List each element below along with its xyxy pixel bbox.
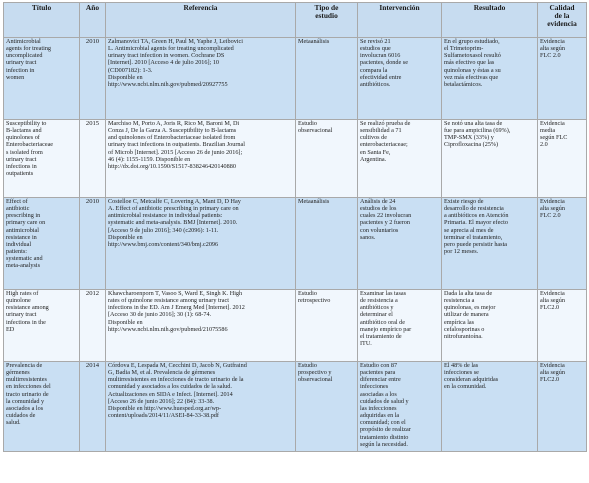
- cell-tipo-estudio: Metaanálisis: [296, 38, 358, 120]
- cell-resultado: Se notó una alta tasa de fue para ampicilina (69%), TMP-SMX (33%) y Ciprofloxacina (25%): [442, 120, 538, 198]
- table-body: [4, 38, 587, 452]
- cell-tipo-estudio: Estudio retrospectivo: [296, 290, 358, 362]
- cell-referencia: Khawcharoenporn T, Vasoo S, Ward E, Singh K. High rates of quinolone resistance among urinary tract infections in the ED. Am J Emerg Med [Internet]. 2012 [Acceso 30 de junio 2016]; 30 (1): 68-74. Disponible en http://www.ncbi.nlm.nih.gov/pubmed/21075586: [106, 290, 296, 362]
- header-row: [4, 3, 587, 38]
- header-referencia: Referencia: [106, 3, 296, 38]
- cell-anio: 2012: [80, 290, 106, 362]
- cell-calidad: Evidencia alta según FLC 2.0: [538, 38, 587, 120]
- header-tipo-estudio: Tipo de estudio: [296, 3, 358, 38]
- cell-referencia: Costelloe C, Metcalfe C, Lovering A, Mant D, D Hay A. Effect of antibiotic prescribing in primary care on antimicrobial resistance in individual patients: systematic and meta-analysis. BMJ [Internet]. 2010. [Acceso 9 de julio 2016]; 340 (c2096): 1-11. Disponible en http://www.bmj.com/content/340/bmj.c2096: [106, 198, 296, 290]
- header-resultado: Resultado: [442, 3, 538, 38]
- header-intervencion: Intervención: [358, 3, 442, 38]
- header-calidad: Calidad de la evidencia: [538, 3, 587, 38]
- cell-calidad: Evidencia alta según FLC2.0: [538, 362, 587, 452]
- cell-resultado: Existe riesgo de desarrollo de resistencia a antibióticos en Atención Primaria. El mayor efecto se aprecia al mes de terminar el tratamiento, pero puede persistir hasta por 12 meses.: [442, 198, 538, 290]
- cell-intervencion: Análisis de 24 estudios de los cuales 22 involucran pacientes y 2 fueron con voluntarios sanos.: [358, 198, 442, 290]
- cell-anio: 2010: [80, 38, 106, 120]
- cell-anio: 2015: [80, 120, 106, 198]
- cell-titulo: Effect of antibiotic prescribing in primary care on antimicrobial resistance in individual patients: systematic and meta-analysis: [4, 198, 80, 290]
- cell-titulo: Prevalencia de gérmenes multirresistentes en infecciones del tracto urinario de la comunidad y asociados a los cuidados de salud.: [4, 362, 80, 452]
- cell-titulo: Antimicrobial agents for treating uncomplicated urinary tract infection in women: [4, 38, 80, 120]
- cell-titulo: Susceptibility to B-lactams and quinolones of Enterobacteriaceae s isolated from urinary tract infections in outpatients: [4, 120, 80, 198]
- header-anio: Año: [80, 3, 106, 38]
- table-row: [4, 362, 587, 452]
- cell-calidad: Evidencia alta según FLC2.0: [538, 290, 587, 362]
- cell-calidad: Evidencia media según FLC 2.0: [538, 120, 587, 198]
- cell-intervencion: Se realizó prueba de sensibilidad a 71 cultivos de enterobacteriaceae; en Santa Fe, Argentina.: [358, 120, 442, 198]
- table-row: [4, 198, 587, 290]
- cell-resultado: En el grupo estudiado, el Trimetoprim- Sulfametoxasol resultó más efectivo que las quinolonas y éstas a su vez más efectivas que betalactámicos.: [442, 38, 538, 120]
- cell-intervencion: Se revisó 21 estudios que involucran 6016 pacientes, donde se compara la efectividad entre antibióticos.: [358, 38, 442, 120]
- cell-tipo-estudio: Estudio observacional: [296, 120, 358, 198]
- cell-referencia: Marchiso M, Porto A, Joris R, Rico M, Baroni M, Di Conza J, De la Garza A. Susceptibility to B-lactams and quinolones of Enterobacteriaceae isolated from urinary tract infections in outpatients. Brazilian Journal of Microb [Internet]. 2015 [Acceso 26 de junio 2016]; 46 (4): 1155-1159. Disponible en http://dx.doi.org/10.1590/S1517-838246420140880: [106, 120, 296, 198]
- header-titulo: Título: [4, 3, 80, 38]
- cell-intervencion: Estudio con 87 pacientes para diferenciar entre infecciones asociadas a los cuidados de salud y las infecciones adquiridas en la comunidad; con el propósito de realizar tratamiento distinto según la necesidad.: [358, 362, 442, 452]
- cell-referencia: Córdova E, Lespada M, Cecchini D, Jacob N, Gutfraind G, Badia M, et al. Prevalencia de gérmenes multirresistentes en infecciones de tracto urinario de la comunidad y asociados a los cuidados de la salud. Actualizaciones en SIDA e Infect. [Internet]. 2014 [Acceso 26 de junio 2016]; 22 (84): 33-38. Disponible en http://www.huesped.org.ar/wp- content/uploads/2014/11/ASEI-84-33-38.pdf: [106, 362, 296, 452]
- cell-anio: 2014: [80, 362, 106, 452]
- cell-titulo: High rates of quinolone resistance among urinary tract infections in the ED: [4, 290, 80, 362]
- cell-tipo-estudio: Metaanálisis: [296, 198, 358, 290]
- evidence-table: [3, 2, 587, 452]
- table-row: [4, 38, 587, 120]
- cell-anio: 2010: [80, 198, 106, 290]
- table-row: [4, 120, 587, 198]
- table-header: [4, 3, 587, 38]
- cell-referencia: Zalmanovici TA, Green H, Paul M, Yaphe J, Leibovici L. Antimicrobial agents for treating uncomplicated urinary tract infection in women. Cochrane DS [Internet]. 2010 [Acceso 4 de julio 2016]; 10 (CD007182): 1-3. Disponible en http://www.ncbi.nlm.nih.gov/pubmed/20927755: [106, 38, 296, 120]
- cell-tipo-estudio: Estudio prospectivo y observacional: [296, 362, 358, 452]
- cell-intervencion: Examinar las tasas de resistencia a antibióticos y determinar el antibiótico oral de manejo empírico par el tratamiento de ITU.: [358, 290, 442, 362]
- cell-resultado: El 48% de las infecciones se consideran adquiridas en la comunidad.: [442, 362, 538, 452]
- cell-calidad: Evidencia alta según FLC 2.0: [538, 198, 587, 290]
- cell-resultado: Dada la alta tasa de resistencia a quinolonas, es mejor utilizar de manera empírica las cefalosporinas o nitrofurantoína.: [442, 290, 538, 362]
- table-row: [4, 290, 587, 362]
